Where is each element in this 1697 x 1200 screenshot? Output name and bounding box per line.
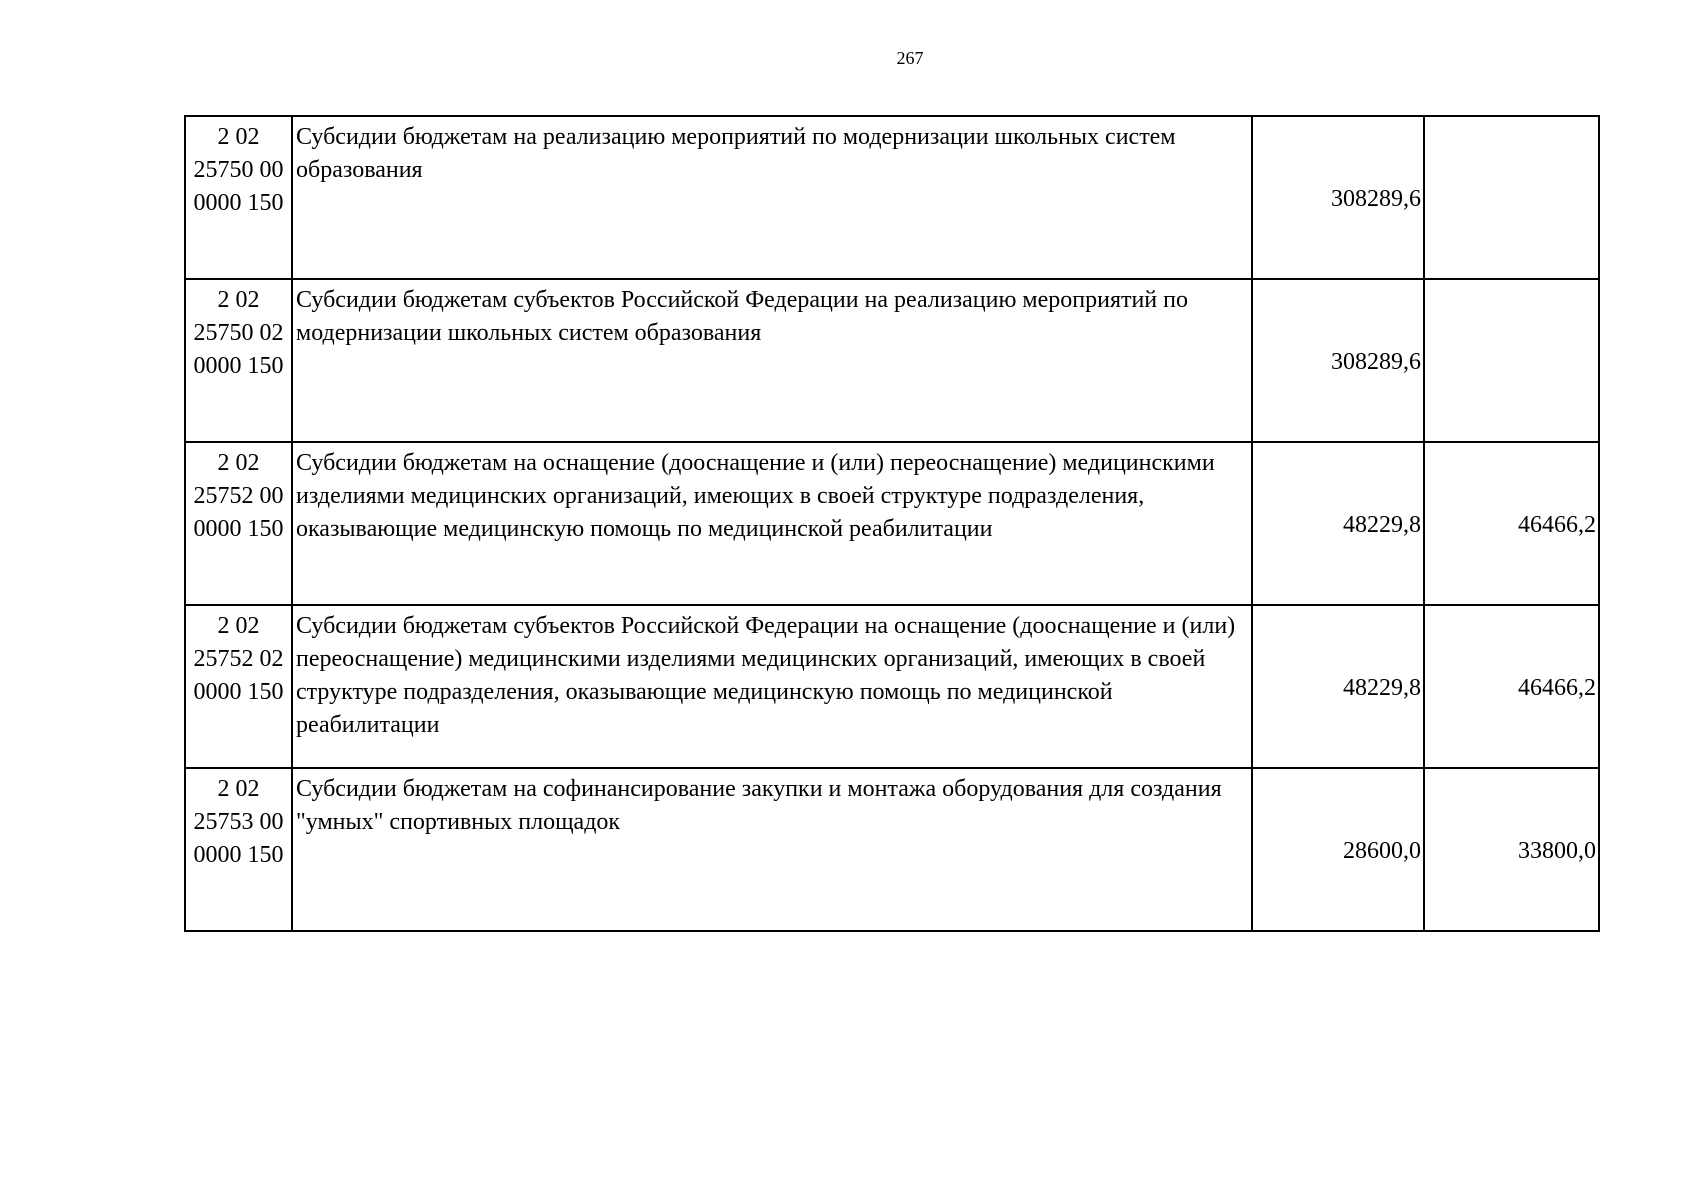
amount-cell-1: 308289,6 xyxy=(1252,116,1424,279)
description-cell: Субсидии бюджетам на софинансирование закупки и монтажа оборудования для создания "умных" спортивных площадок xyxy=(292,768,1252,931)
table-row xyxy=(185,768,1599,931)
budget-code-line: 25750 02 xyxy=(193,320,284,346)
page-number: 267 xyxy=(896,48,924,68)
amount-cell-2 xyxy=(1424,116,1599,279)
budget-code-line: 2 02 xyxy=(217,450,260,476)
amount-cell-1: 48229,8 xyxy=(1252,442,1424,605)
table-row xyxy=(185,116,1599,279)
table-row xyxy=(185,442,1599,605)
budget-code-line: 2 02 xyxy=(217,613,260,639)
description-cell: Субсидии бюджетам на оснащение (дооснащение и (или) переоснащение) медицинскими изделиями медицинских организаций, имеющих в своей структуре подразделения, оказывающие медицинскую помощь по медицинской реабилитации xyxy=(292,442,1252,605)
budget-code-line: 2 02 xyxy=(217,124,260,150)
budget-code-cell xyxy=(185,442,292,605)
budget-code-cell xyxy=(185,116,292,279)
table-row xyxy=(185,279,1599,442)
budget-code-line: 2 02 xyxy=(217,776,260,802)
amount-cell-2 xyxy=(1424,279,1599,442)
amount-cell-2: 33800,0 xyxy=(1424,768,1599,931)
budget-code-line: 0000 150 xyxy=(193,516,284,542)
budget-code-line: 0000 150 xyxy=(193,842,284,868)
budget-code-line: 25752 02 xyxy=(193,646,284,672)
amount-cell-1: 308289,6 xyxy=(1252,279,1424,442)
description-cell: Субсидии бюджетам на реализацию мероприятий по модернизации школьных систем образования xyxy=(292,116,1252,279)
budget-code-line: 25752 00 xyxy=(193,483,284,509)
amount-cell-2: 46466,2 xyxy=(1424,442,1599,605)
budget-table xyxy=(184,115,1600,932)
amount-cell-1: 28600,0 xyxy=(1252,768,1424,931)
amount-cell-2: 46466,2 xyxy=(1424,605,1599,768)
amount-cell-1: 48229,8 xyxy=(1252,605,1424,768)
budget-code-line: 0000 150 xyxy=(193,190,284,216)
description-cell: Субсидии бюджетам субъектов Российской Федерации на оснащение (дооснащение и (или) переоснащение) медицинскими изделиями медицинских организаций, имеющих в своей структуре подразделения, оказывающие медицинскую помощь по медицинской реабилитации xyxy=(292,605,1252,768)
budget-code-cell xyxy=(185,605,292,768)
budget-code-line: 25753 00 xyxy=(193,809,284,835)
budget-code-cell xyxy=(185,768,292,931)
table-row xyxy=(185,605,1599,768)
budget-code-line: 25750 00 xyxy=(193,157,284,183)
budget-code-cell xyxy=(185,279,292,442)
description-cell: Субсидии бюджетам субъектов Российской Федерации на реализацию мероприятий по модернизации школьных систем образования xyxy=(292,279,1252,442)
budget-code-line: 2 02 xyxy=(217,287,260,313)
budget-code-line: 0000 150 xyxy=(193,679,284,705)
budget-code-line: 0000 150 xyxy=(193,353,284,379)
